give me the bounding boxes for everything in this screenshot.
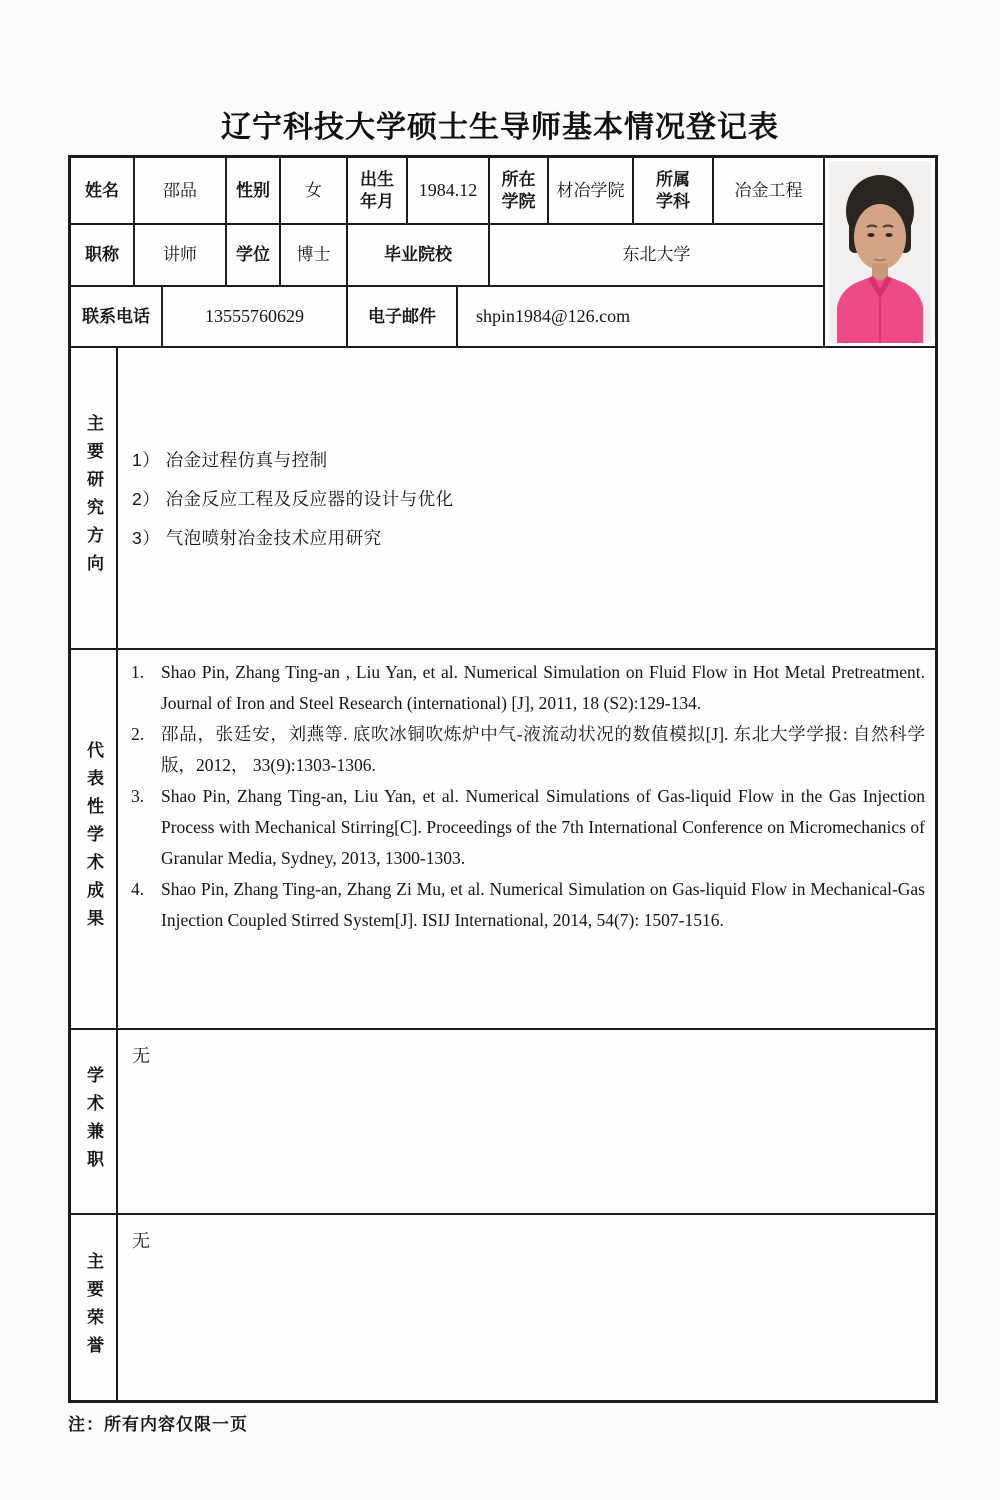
discipline-label: 所属学科 [634, 158, 714, 223]
research-item: 3） 气泡喷射冶金技术应用研究 [132, 527, 382, 548]
name-value: 邵品 [135, 158, 227, 223]
section-publications [71, 650, 935, 1030]
section-research-directions [71, 348, 935, 650]
degree-label: 学位 [227, 225, 281, 285]
publication-item [131, 874, 925, 936]
college-value: 材冶学院 [549, 158, 634, 223]
academic-positions-label: 学术兼职 [71, 1030, 118, 1213]
phone-value: 13555760629 [163, 287, 348, 346]
registration-form-table [68, 155, 938, 1403]
info-row-1 [71, 158, 823, 225]
publication-number: 1. [131, 662, 145, 682]
footnote: 注：所有内容仅限一页 [68, 1415, 248, 1434]
research-directions-content [118, 348, 935, 648]
section-honors [71, 1215, 935, 1400]
publication-number: 4. [131, 879, 145, 899]
personal-info-grid [71, 158, 823, 346]
portrait-photo [829, 161, 931, 343]
college-label: 所在学院 [490, 158, 549, 223]
gender-value: 女 [281, 158, 348, 223]
section-academic-positions [71, 1030, 935, 1215]
school-label: 毕业院校 [348, 225, 490, 285]
honors-content: 无 [132, 1231, 150, 1251]
publications-label: 代表性学术成果 [71, 650, 118, 1028]
degree-value: 博士 [281, 225, 348, 285]
publication-text: 邵品，张廷安，刘燕等. 底吹冰铜吹炼炉中气-液流动状况的数值模拟[J]. 东北大学学报: 自然科学版，2012， 33(9):1303-1306. [161, 724, 925, 775]
email-value: shpin1984@126.com [476, 306, 631, 327]
publication-item [131, 719, 925, 781]
discipline-value: 冶金工程 [734, 180, 803, 200]
job-title-label: 职称 [71, 225, 135, 285]
info-row-3 [71, 287, 823, 346]
gender-label: 性别 [227, 158, 281, 223]
academic-positions-content: 无 [132, 1046, 150, 1066]
research-directions-label: 主要研究方向 [71, 348, 118, 648]
school-value: 东北大学 [622, 245, 691, 265]
birth-label: 出生年月 [348, 158, 408, 223]
publication-item [131, 657, 925, 719]
job-title-value: 讲师 [135, 225, 227, 285]
phone-label: 联系电话 [71, 287, 163, 346]
publication-text: Shao Pin, Zhang Ting-an , Liu Yan, et al. Numerical Simulation on Fluid Flow in Hot Metal Pretreatment. Journal of Iron and Steel Research (international) [J], 2011, 18 (S2):129-134. [161, 662, 925, 713]
honors-label: 主要荣誉 [71, 1215, 118, 1400]
name-label: 姓名 [71, 158, 135, 223]
publication-number: 3. [131, 786, 145, 806]
publication-item [131, 781, 925, 874]
publications-content [118, 650, 935, 1028]
photo-cell [823, 158, 935, 346]
research-item: 2） 冶金反应工程及反应器的设计与优化 [132, 488, 454, 509]
email-label: 电子邮件 [348, 287, 458, 346]
research-item: 1） 冶金过程仿真与控制 [132, 449, 328, 470]
personal-info-block [71, 158, 935, 348]
publication-number: 2. [131, 724, 145, 744]
page-title: 辽宁科技大学硕士生导师基本情况登记表 [221, 111, 779, 144]
publication-text: Shao Pin, Zhang Ting-an, Zhang Zi Mu, et al. Numerical Simulation on Gas-liquid Flow in Mechanical-Gas Injection Coupled Stirred System[J]. ISIJ International, 2014, 54(7): 1507-1516. [161, 879, 925, 930]
publication-text: Shao Pin, Zhang Ting-an, Liu Yan, et al. Numerical Simulations of Gas-liquid Flow in the Gas Injection Process with Mechanical Stirring[C]. Proceedings of the 7th International Conference on Micromechanics of Granular Media, Sydney, 2013, 1300-1303. [161, 786, 925, 868]
birth-value: 1984.12 [408, 158, 490, 223]
info-row-2 [71, 225, 823, 287]
